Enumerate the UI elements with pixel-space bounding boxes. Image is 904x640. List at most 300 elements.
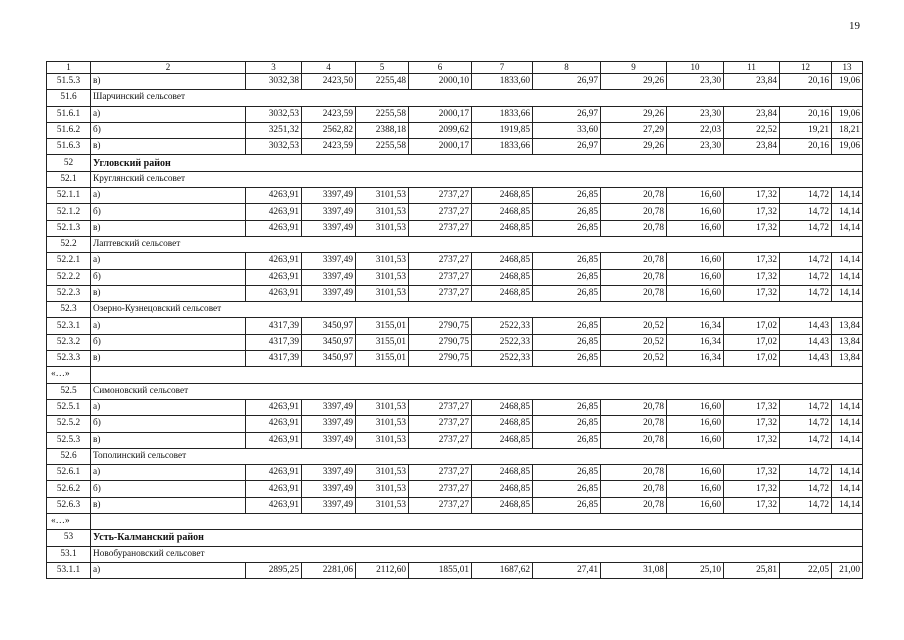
council-row [47,171,863,187]
value-cell: 3101,53 [356,269,409,285]
tariff-table [46,61,863,579]
value-cell: 20,16 [780,139,832,155]
value-cell: 16,60 [667,399,724,415]
row-option: в) [91,220,246,236]
value-cell: 26,85 [533,253,601,269]
row-code: 52.3.1 [47,318,91,334]
row-option: а) [91,562,246,578]
value-cell: 2000,17 [409,106,472,122]
value-cell: 14,14 [832,465,863,481]
value-cell: 14,72 [780,399,832,415]
value-cell: 4263,91 [246,497,302,513]
value-cell: 3032,53 [246,139,302,155]
value-cell: 2737,27 [409,416,472,432]
value-cell: 2255,48 [356,74,409,90]
value-cell: 20,78 [601,253,667,269]
value-cell: 17,32 [724,204,780,220]
value-cell: 3450,97 [302,334,356,350]
council-name: Симоновский сельсовет [91,383,863,399]
value-cell: 26,97 [533,74,601,90]
value-cell: 17,32 [724,416,780,432]
value-cell: 29,26 [601,106,667,122]
value-cell: 17,32 [724,188,780,204]
value-cell: 2000,17 [409,139,472,155]
row-option: в) [91,351,246,367]
value-cell: 20,78 [601,465,667,481]
value-cell: 4263,91 [246,285,302,301]
value-cell: 3101,53 [356,188,409,204]
value-cell: 2468,85 [472,432,533,448]
value-cell: 17,32 [724,432,780,448]
value-cell: 26,85 [533,318,601,334]
value-cell: 17,32 [724,285,780,301]
column-number-cell: 11 [724,62,780,74]
value-cell: 16,34 [667,334,724,350]
value-cell: 3450,97 [302,318,356,334]
value-cell: 2790,75 [409,351,472,367]
value-cell: 27,29 [601,122,667,138]
value-cell: 2790,75 [409,334,472,350]
table-row [47,220,863,236]
value-cell: 2000,10 [409,74,472,90]
value-cell: 3032,38 [246,74,302,90]
value-cell: 26,85 [533,188,601,204]
value-cell: 4263,91 [246,465,302,481]
value-cell: 3101,53 [356,481,409,497]
value-cell: 14,72 [780,465,832,481]
value-cell: 3155,01 [356,351,409,367]
value-cell: 14,72 [780,285,832,301]
value-cell: 26,85 [533,220,601,236]
page-number: 19 [849,20,860,32]
value-cell: 23,84 [724,106,780,122]
value-cell: 19,06 [832,139,863,155]
column-number-cell: 3 [246,62,302,74]
value-cell: 2468,85 [472,497,533,513]
value-cell: 20,78 [601,416,667,432]
row-code: 52.2.3 [47,285,91,301]
row-code: 52.6.1 [47,465,91,481]
value-cell: 2737,27 [409,399,472,415]
row-code: 52.6.3 [47,497,91,513]
value-cell: 31,08 [601,562,667,578]
value-cell: 14,14 [832,399,863,415]
value-cell: 2895,25 [246,562,302,578]
value-cell: 14,14 [832,220,863,236]
value-cell: 2790,75 [409,318,472,334]
value-cell: 2468,85 [472,481,533,497]
council-name: Шарчинский сельсовет [91,90,863,106]
value-cell: 17,32 [724,481,780,497]
table-body [47,62,863,579]
value-cell: 14,14 [832,497,863,513]
value-cell: 16,60 [667,269,724,285]
row-code: 52.3.2 [47,334,91,350]
district-name: Угловский район [91,155,863,171]
value-cell: 26,85 [533,285,601,301]
value-cell: 23,30 [667,74,724,90]
row-option: а) [91,106,246,122]
value-cell: 14,72 [780,432,832,448]
table-row [47,465,863,481]
table-row [47,139,863,155]
council-row [47,383,863,399]
value-cell: 25,81 [724,562,780,578]
value-cell: 26,97 [533,106,601,122]
table-row [47,318,863,334]
table-row [47,351,863,367]
council-name: Новобурановский сельсовет [91,546,863,562]
value-cell: 3101,53 [356,416,409,432]
omission-row [47,514,863,530]
table-row [47,562,863,578]
value-cell: 26,85 [533,399,601,415]
row-code: 52.3.3 [47,351,91,367]
row-option: в) [91,497,246,513]
council-name: Тополинский сельсовет [91,448,863,464]
value-cell: 2737,27 [409,432,472,448]
value-cell: 3032,53 [246,106,302,122]
value-cell: 26,85 [533,416,601,432]
value-cell: 14,72 [780,220,832,236]
value-cell: 26,85 [533,204,601,220]
value-cell: 2255,58 [356,106,409,122]
value-cell: 14,14 [832,188,863,204]
value-cell: 33,60 [533,122,601,138]
value-cell: 27,41 [533,562,601,578]
table-row [47,106,863,122]
value-cell: 20,78 [601,188,667,204]
value-cell: 17,32 [724,497,780,513]
value-cell: 16,60 [667,204,724,220]
value-cell: 3397,49 [302,497,356,513]
omission-filler [91,367,863,383]
value-cell: 20,52 [601,351,667,367]
value-cell: 3397,49 [302,204,356,220]
row-option: б) [91,269,246,285]
value-cell: 2423,50 [302,74,356,90]
value-cell: 26,85 [533,465,601,481]
value-cell: 3397,49 [302,432,356,448]
row-option: а) [91,399,246,415]
column-number-cell: 7 [472,62,533,74]
value-cell: 22,05 [780,562,832,578]
table-row [47,399,863,415]
value-cell: 20,78 [601,481,667,497]
value-cell: 14,43 [780,318,832,334]
value-cell: 14,72 [780,253,832,269]
council-row [47,546,863,562]
value-cell: 14,14 [832,204,863,220]
value-cell: 14,72 [780,416,832,432]
council-name: Круглянский сельсовет [91,171,863,187]
value-cell: 20,52 [601,334,667,350]
value-cell: 23,30 [667,106,724,122]
value-cell: 4317,39 [246,351,302,367]
value-cell: 3101,53 [356,497,409,513]
omission-row [47,367,863,383]
value-cell: 20,78 [601,497,667,513]
value-cell: 2468,85 [472,204,533,220]
value-cell: 4263,91 [246,432,302,448]
value-cell: 4317,39 [246,334,302,350]
value-cell: 16,60 [667,497,724,513]
value-cell: 1833,66 [472,139,533,155]
value-cell: 2281,06 [302,562,356,578]
row-option: б) [91,481,246,497]
value-cell: 14,72 [780,269,832,285]
council-name: Озерно-Кузнецовский сельсовет [91,302,863,318]
value-cell: 2468,85 [472,220,533,236]
row-code: 52.2.2 [47,269,91,285]
row-code: 51.6.2 [47,122,91,138]
value-cell: 14,14 [832,285,863,301]
value-cell: 20,78 [601,220,667,236]
value-cell: 14,72 [780,188,832,204]
value-cell: 21,00 [832,562,863,578]
value-cell: 29,26 [601,139,667,155]
value-cell: 3101,53 [356,285,409,301]
district-name: Усть-Калманский район [91,530,863,546]
table-row [47,122,863,138]
row-code: 52.5.3 [47,432,91,448]
value-cell: 3155,01 [356,334,409,350]
value-cell: 20,16 [780,74,832,90]
value-cell: 20,78 [601,204,667,220]
council-row [47,448,863,464]
value-cell: 1833,60 [472,74,533,90]
row-code: 52.1 [47,171,91,187]
district-row [47,530,863,546]
row-code: 51.6.3 [47,139,91,155]
district-row [47,155,863,171]
value-cell: 16,60 [667,253,724,269]
value-cell: 17,02 [724,318,780,334]
value-cell: 2255,58 [356,139,409,155]
row-code: 52.6 [47,448,91,464]
value-cell: 1855,01 [409,562,472,578]
value-cell: 17,32 [724,253,780,269]
value-cell: 14,14 [832,432,863,448]
table-row [47,74,863,90]
value-cell: 2522,33 [472,351,533,367]
value-cell: 3397,49 [302,269,356,285]
value-cell: 2112,60 [356,562,409,578]
value-cell: 2522,33 [472,318,533,334]
value-cell: 4263,91 [246,416,302,432]
value-cell: 16,60 [667,432,724,448]
value-cell: 2468,85 [472,399,533,415]
table-row [47,285,863,301]
value-cell: 14,14 [832,416,863,432]
column-number-cell: 13 [832,62,863,74]
value-cell: 3101,53 [356,432,409,448]
value-cell: 4317,39 [246,318,302,334]
row-option: б) [91,334,246,350]
value-cell: 2737,27 [409,269,472,285]
value-cell: 14,43 [780,334,832,350]
column-number-cell: 6 [409,62,472,74]
row-code: 52.5.2 [47,416,91,432]
value-cell: 2737,27 [409,481,472,497]
value-cell: 2737,27 [409,204,472,220]
column-number-cell: 1 [47,62,91,74]
row-code: 51.5.3 [47,74,91,90]
value-cell: 17,32 [724,220,780,236]
value-cell: 2468,85 [472,465,533,481]
row-option: а) [91,318,246,334]
value-cell: 26,85 [533,334,601,350]
table-row [47,334,863,350]
value-cell: 22,03 [667,122,724,138]
table-row [47,497,863,513]
column-number-cell: 10 [667,62,724,74]
value-cell: 19,06 [832,106,863,122]
value-cell: 3397,49 [302,481,356,497]
value-cell: 4263,91 [246,220,302,236]
value-cell: 3450,97 [302,351,356,367]
value-cell: 26,85 [533,269,601,285]
value-cell: 4263,91 [246,481,302,497]
value-cell: 14,14 [832,253,863,269]
value-cell: 16,34 [667,351,724,367]
value-cell: 4263,91 [246,399,302,415]
value-cell: 4263,91 [246,253,302,269]
value-cell: 14,43 [780,351,832,367]
value-cell: 3397,49 [302,253,356,269]
value-cell: 3101,53 [356,220,409,236]
row-code: 52.6.2 [47,481,91,497]
value-cell: 16,60 [667,188,724,204]
value-cell: 26,85 [533,351,601,367]
value-cell: 14,72 [780,204,832,220]
value-cell: 13,84 [832,334,863,350]
value-cell: 3101,53 [356,204,409,220]
row-code: 52.1.2 [47,204,91,220]
value-cell: 20,52 [601,318,667,334]
row-code: 52.1.3 [47,220,91,236]
value-cell: 14,14 [832,481,863,497]
value-cell: 14,72 [780,481,832,497]
value-cell: 2468,85 [472,269,533,285]
row-code: 52.2 [47,236,91,252]
row-code: 53 [47,530,91,546]
value-cell: 23,84 [724,74,780,90]
value-cell: 17,32 [724,269,780,285]
value-cell: 2468,85 [472,188,533,204]
value-cell: 29,26 [601,74,667,90]
row-option: в) [91,139,246,155]
row-code: 53.1 [47,546,91,562]
column-number-cell: 12 [780,62,832,74]
value-cell: 25,10 [667,562,724,578]
value-cell: 26,85 [533,481,601,497]
value-cell: 17,32 [724,399,780,415]
value-cell: 16,60 [667,465,724,481]
row-option: а) [91,465,246,481]
value-cell: 2423,59 [302,139,356,155]
omission-marker: «…» [47,367,91,383]
row-code: 52.5.1 [47,399,91,415]
value-cell: 2737,27 [409,497,472,513]
value-cell: 2737,27 [409,465,472,481]
value-cell: 2468,85 [472,416,533,432]
table-row [47,416,863,432]
value-cell: 2562,82 [302,122,356,138]
row-code: 52.3 [47,302,91,318]
column-number-cell: 5 [356,62,409,74]
row-option: б) [91,122,246,138]
value-cell: 22,52 [724,122,780,138]
value-cell: 20,78 [601,269,667,285]
row-code: 53.1.1 [47,562,91,578]
value-cell: 19,21 [780,122,832,138]
value-cell: 20,78 [601,399,667,415]
value-cell: 2522,33 [472,334,533,350]
column-number-cell: 2 [91,62,246,74]
value-cell: 17,02 [724,334,780,350]
table-row [47,204,863,220]
value-cell: 3101,53 [356,253,409,269]
value-cell: 2423,59 [302,106,356,122]
value-cell: 3397,49 [302,285,356,301]
value-cell: 3397,49 [302,465,356,481]
row-option: а) [91,253,246,269]
table-row [47,188,863,204]
row-option: а) [91,188,246,204]
row-code: 52.2.1 [47,253,91,269]
value-cell: 2737,27 [409,285,472,301]
council-row [47,236,863,252]
column-number-cell: 8 [533,62,601,74]
value-cell: 4263,91 [246,269,302,285]
table-row [47,269,863,285]
row-code: 51.6.1 [47,106,91,122]
value-cell: 3397,49 [302,416,356,432]
council-row [47,302,863,318]
value-cell: 16,60 [667,220,724,236]
value-cell: 2468,85 [472,285,533,301]
value-cell: 3397,49 [302,399,356,415]
row-option: в) [91,285,246,301]
value-cell: 13,84 [832,351,863,367]
value-cell: 26,85 [533,432,601,448]
row-option: б) [91,204,246,220]
value-cell: 1833,66 [472,106,533,122]
row-option: б) [91,416,246,432]
row-code: 51.6 [47,90,91,106]
value-cell: 2388,18 [356,122,409,138]
value-cell: 20,78 [601,285,667,301]
table-row [47,253,863,269]
value-cell: 3101,53 [356,465,409,481]
value-cell: 13,84 [832,318,863,334]
value-cell: 20,78 [601,432,667,448]
value-cell: 2737,27 [409,188,472,204]
value-cell: 4263,91 [246,188,302,204]
row-code: 52.5 [47,383,91,399]
value-cell: 17,02 [724,351,780,367]
value-cell: 2737,27 [409,220,472,236]
column-number-cell: 9 [601,62,667,74]
value-cell: 4263,91 [246,204,302,220]
omission-marker: «…» [47,514,91,530]
value-cell: 16,60 [667,285,724,301]
row-option: в) [91,74,246,90]
value-cell: 2737,27 [409,253,472,269]
value-cell: 3251,32 [246,122,302,138]
value-cell: 2468,85 [472,253,533,269]
